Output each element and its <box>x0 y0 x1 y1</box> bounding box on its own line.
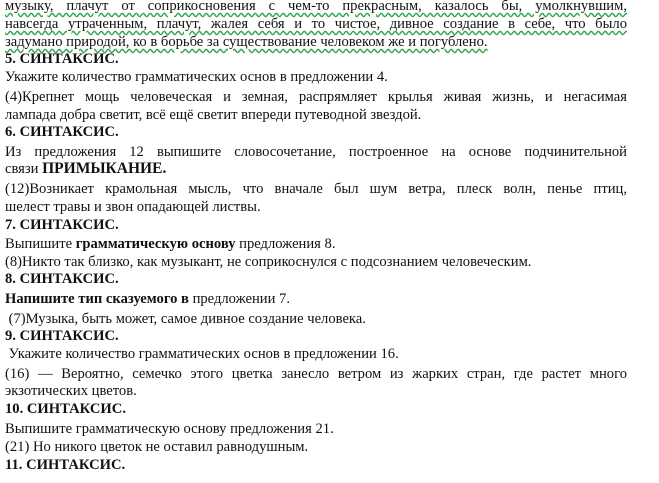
task-8-instruction-text: предложении 7. <box>188 291 290 307</box>
task-7-instruction <box>5 236 627 253</box>
intro-text-line: музыку, плачут от соприкосновения с чем-то прекрасным, казалось бы, умолкнувшим, <box>5 0 627 14</box>
task-6-instruction: Из предложения 12 выпишите словосочетание, построенное на основе подчинительной <box>5 144 627 160</box>
task-6-instruction-text: связи <box>5 161 43 177</box>
task-8-term: Напишите тип сказуемого в <box>5 291 189 307</box>
task-10-heading: 10. СИНТАКСИС. <box>5 401 126 417</box>
task-6-instruction <box>5 161 627 178</box>
task-7-instruction-text: предложения 8. <box>235 236 336 252</box>
task-7-heading: 7. СИНТАКСИС. <box>5 217 119 233</box>
task-8-instruction <box>5 291 627 308</box>
task-10-sentence: (21) Но никого цветок не оставил равнодушным. <box>5 439 309 455</box>
task-7-instruction-text: Выпишите <box>5 236 76 252</box>
task-9-heading: 9. СИНТАКСИС. <box>5 328 119 344</box>
task-5-instruction: Укажите количество грамматических основ в предложении 4. <box>5 69 388 85</box>
intro-text-line: навсегда утраченным, плачут, жалея себя и то чистое, дивное создание в себе, что было <box>5 16 627 32</box>
task-9-sentence: (16) — Вероятно, семечко этого цветка занесло ветром из жарких стран, где растет много <box>5 366 627 382</box>
task-9-sentence: экзотических цветов. <box>5 383 137 399</box>
task-6-heading: 6. СИНТАКСИС. <box>5 124 119 140</box>
task-10-instruction: Выпишите грамматическую основу предложения 21. <box>5 421 334 437</box>
task-7-sentence: (8)Никто так близко, как музыкант, не соприкоснулся с подсознанием человеческим. <box>5 254 532 270</box>
task-6-sentence: шелест травы и звон опадающей листвы. <box>5 199 261 215</box>
task-6-sentence: (12)Возникает крамольная мысль, что вначале был шум ветра, плеск волн, пенье птиц, <box>5 181 627 197</box>
task-8-heading: 8. СИНТАКСИС. <box>5 271 119 287</box>
intro-text-line: задумано природой, ко в борьбе за существование человеком же и погублено. <box>5 34 488 50</box>
task-9-instruction: Укажите количество грамматических основ в предложении 16. <box>5 346 399 362</box>
task-5-heading: 5. СИНТАКСИС. <box>5 51 119 67</box>
task-8-sentence: (7)Музыка, быть может, самое дивное создание человека. <box>5 311 366 327</box>
task-6-term: ПРИМЫКАНИЕ. <box>42 160 167 177</box>
task-7-term: грамматическую основу <box>75 236 236 252</box>
task-5-sentence: лампада добра светит, всё ещё светит впереди путеводной звездой. <box>5 107 422 123</box>
task-5-sentence: (4)Крепнет мощь человеческая и земная, распрямляет крылья живая жизнь, и негасимая <box>5 89 627 105</box>
task-11-heading: 11. СИНТАКСИС. <box>5 457 126 473</box>
